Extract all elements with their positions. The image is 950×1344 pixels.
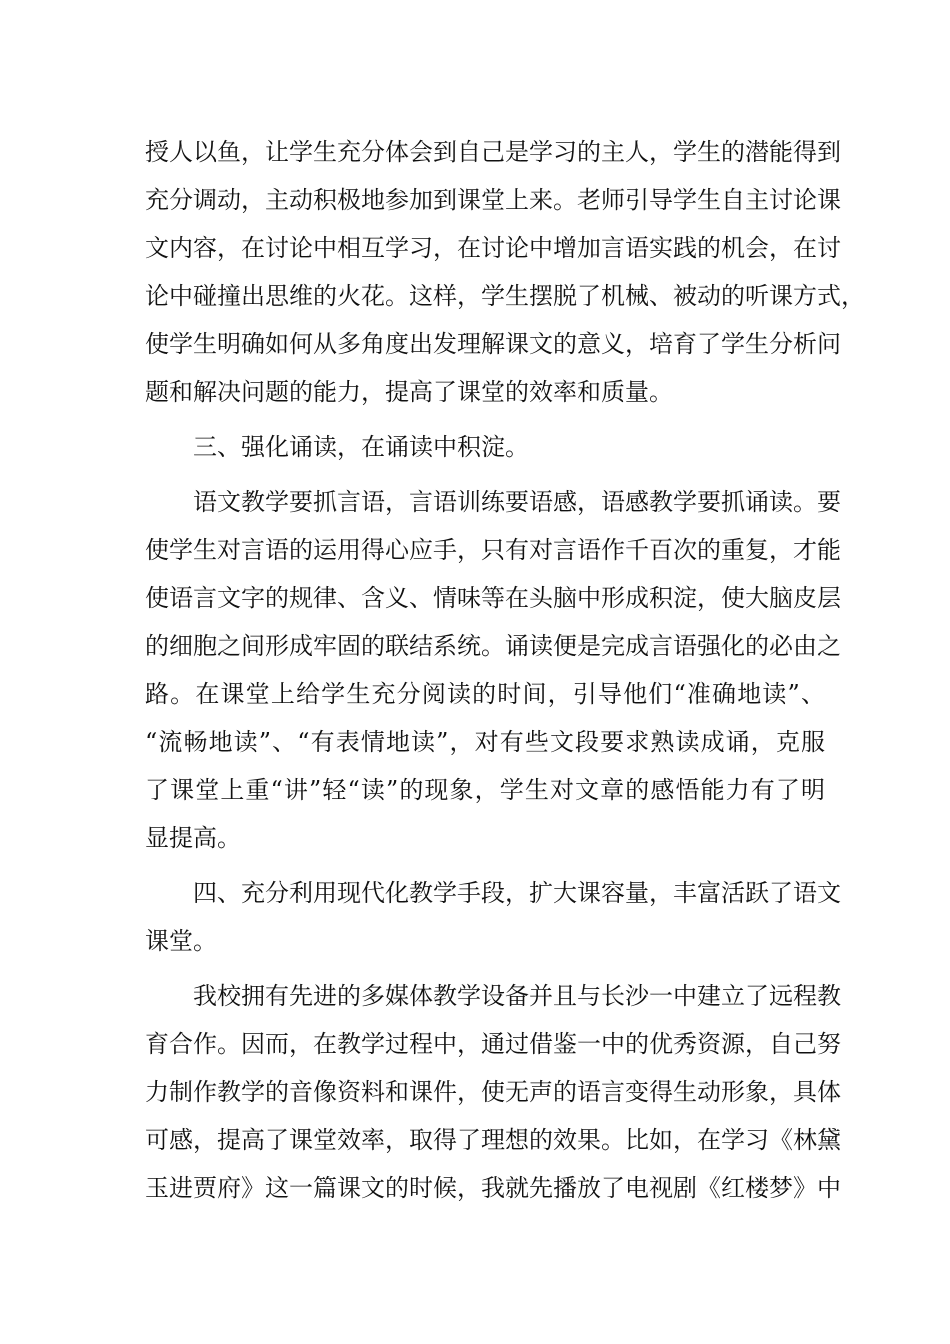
text-line: 使学生对言语的运用得心应手，只有对言语作千百次的重复，才能 [145, 536, 841, 564]
text-line: 玉进贾府》这一篇课文的时候，我就先播放了电视剧《红楼梦》中 [145, 1174, 841, 1202]
text-line: 语文教学要抓言语，言语训练要语感，语感教学要抓诵读。要 [193, 488, 841, 516]
text-line: 使语言文字的规律、含义、情味等在头脑中形成积淀，使大脑皮层 [145, 584, 841, 612]
text-line: 文内容，在讨论中相互学习，在讨论中增加言语实践的机会，在讨 [145, 234, 841, 262]
text-line: 我校拥有先进的多媒体教学设备并且与长沙一中建立了远程教 [193, 982, 841, 1010]
text-line: 可感，提高了课堂效率，取得了理想的效果。比如，在学习《林黛 [145, 1126, 841, 1154]
text-line: 使学生明确如何从多角度出发理解课文的意义，培育了学生分析问 [145, 330, 841, 358]
text-line: 的细胞之间形成牢固的联结系统。诵读便是完成言语强化的必由之 [145, 632, 841, 660]
section-heading: 四、充分利用现代化教学手段，扩大课容量，丰富活跃了语文 [193, 879, 841, 907]
text-line: 题和解决问题的能力，提高了课堂的效率和质量。 [145, 378, 673, 406]
text-line: 充分调动，主动积极地参加到课堂上来。老师引导学生自主讨论课 [145, 186, 841, 214]
text-line: 力制作教学的音像资料和课件，使无声的语言变得生动形象，具体 [145, 1078, 841, 1106]
text-line: 论中碰撞出思维的火花。这样，学生摆脱了机械、被动的听课方式， [145, 282, 865, 310]
text-line: 了课堂上重“讲”轻“读”的现象，学生对文章的感悟能力有了明 [145, 776, 825, 804]
section-heading: 课堂。 [145, 927, 217, 955]
text-line: 路。在课堂上给学生充分阅读的时间，引导他们“准确地读”、 [145, 680, 825, 708]
text-line: 授人以鱼，让学生充分体会到自己是学习的主人，学生的潜能得到 [145, 138, 841, 166]
text-line: 育合作。因而，在教学过程中，通过借鉴一中的优秀资源，自己努 [145, 1030, 841, 1058]
text-line: “流畅地读”、“有表情地读”，对有些文段要求熟读成诵，克服 [145, 728, 825, 756]
text-line: 显提高。 [145, 824, 241, 852]
section-heading: 三、强化诵读，在诵读中积淀。 [193, 433, 529, 461]
